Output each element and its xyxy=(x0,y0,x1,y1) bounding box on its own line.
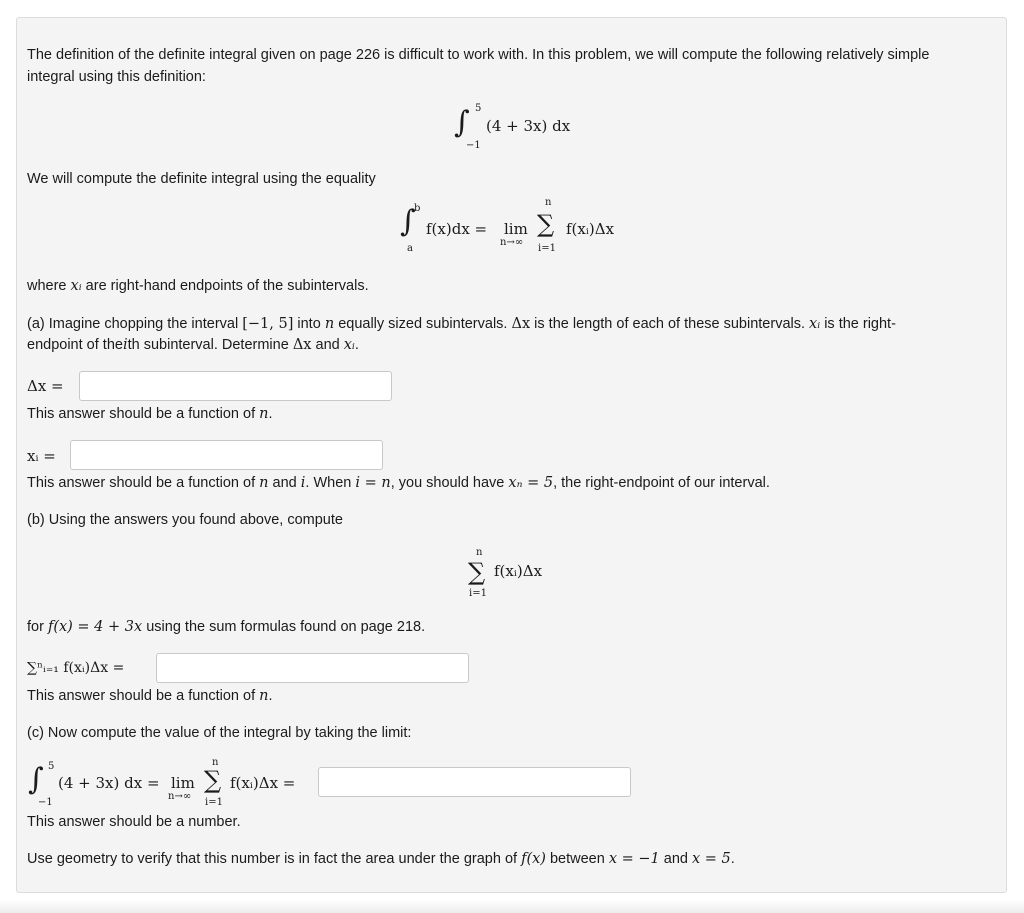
sigma-icon: ∑ xyxy=(204,766,222,794)
sum-hint: This answer should be a function of n. xyxy=(27,688,273,704)
integrand: (4 + 3x) dx xyxy=(486,117,571,135)
sum-top: n xyxy=(476,547,483,558)
limit-label: lim xyxy=(171,774,195,792)
dx-hint: This answer should be a function of n. xyxy=(27,406,273,422)
limit-subscript: n→∞ xyxy=(500,237,524,248)
integral-sign: ∫ xyxy=(400,204,416,239)
sum-top: n xyxy=(545,197,552,208)
integral-hint: This answer should be a number. xyxy=(27,814,241,830)
integral-lower: −1 xyxy=(466,140,481,151)
dx-label: Δx = xyxy=(27,377,64,395)
dx-answer-input[interactable] xyxy=(79,371,392,401)
limit-label: lim xyxy=(504,220,528,238)
part-c-intro: (c) Now compute the value of the integral by taking the limit: xyxy=(27,725,412,741)
equality-intro: We will compute the definite integral using the equality xyxy=(27,171,376,187)
sum-answer-input[interactable] xyxy=(156,653,469,683)
integral-lower: a xyxy=(407,243,413,254)
where-text: where xᵢ are right-hand endpoints of the subintervals. xyxy=(27,278,369,294)
geometry-note: Use geometry to verify that this number is in fact the area under the graph of f(x) between x = −1 and x = 5. xyxy=(27,851,735,867)
equality-rhs: f(xᵢ)Δx xyxy=(566,220,615,238)
part-a-line-1: (a) Imagine chopping the interval [−1, 5] into n equally sized subintervals. Δx is the length of each of these subintervals. xᵢ is the right- xyxy=(27,316,896,332)
integral-upper: 5 xyxy=(48,761,55,772)
equality-lhs: f(x)dx = xyxy=(426,220,488,238)
part-b-intro: (b) Using the answers you found above, compute xyxy=(27,512,343,528)
integral-upper: b xyxy=(414,203,421,214)
sum-expression: f(xᵢ)Δx xyxy=(494,562,543,580)
integral-lower: −1 xyxy=(38,797,53,808)
integral-answer-input[interactable] xyxy=(318,767,631,797)
limit-subscript: n→∞ xyxy=(168,791,192,802)
sigma-icon: ∑ xyxy=(468,558,486,586)
intro-line-2: integral using this definition: xyxy=(27,69,206,85)
intro-line-1: The definition of the definite integral given on page 226 is difficult to work with. In this problem, we will compute the following relatively simple xyxy=(27,47,930,63)
sum-bottom: i=1 xyxy=(205,797,223,808)
integrand: (4 + 3x) dx = xyxy=(58,774,160,792)
page-bottom xyxy=(0,900,1024,913)
sum-top: n xyxy=(212,757,219,768)
sigma-icon: ∑ xyxy=(537,210,555,238)
part-a-line-2: endpoint of theith subinterval. Determine Δx and xᵢ. xyxy=(27,337,359,353)
xi-hint: This answer should be a function of n and i. When i = n, you should have xₙ = 5, the right-endpoint of our interval. xyxy=(27,475,770,491)
limit-rhs: f(xᵢ)Δx = xyxy=(230,774,296,792)
xi-answer-input[interactable] xyxy=(70,440,383,470)
sum-bottom: i=1 xyxy=(469,588,487,599)
sum-bottom: i=1 xyxy=(538,243,556,254)
xi-label: xᵢ = xyxy=(27,447,56,465)
integral-sign: ∫ xyxy=(28,762,44,797)
integral-sign: ∫ xyxy=(454,105,470,140)
part-b-for: for f(x) = 4 + 3x using the sum formulas found on page 218. xyxy=(27,619,426,635)
integral-upper: 5 xyxy=(475,103,482,114)
sum-answer-label: ∑ⁿᵢ₌₁ f(xᵢ)Δx = xyxy=(27,660,125,676)
